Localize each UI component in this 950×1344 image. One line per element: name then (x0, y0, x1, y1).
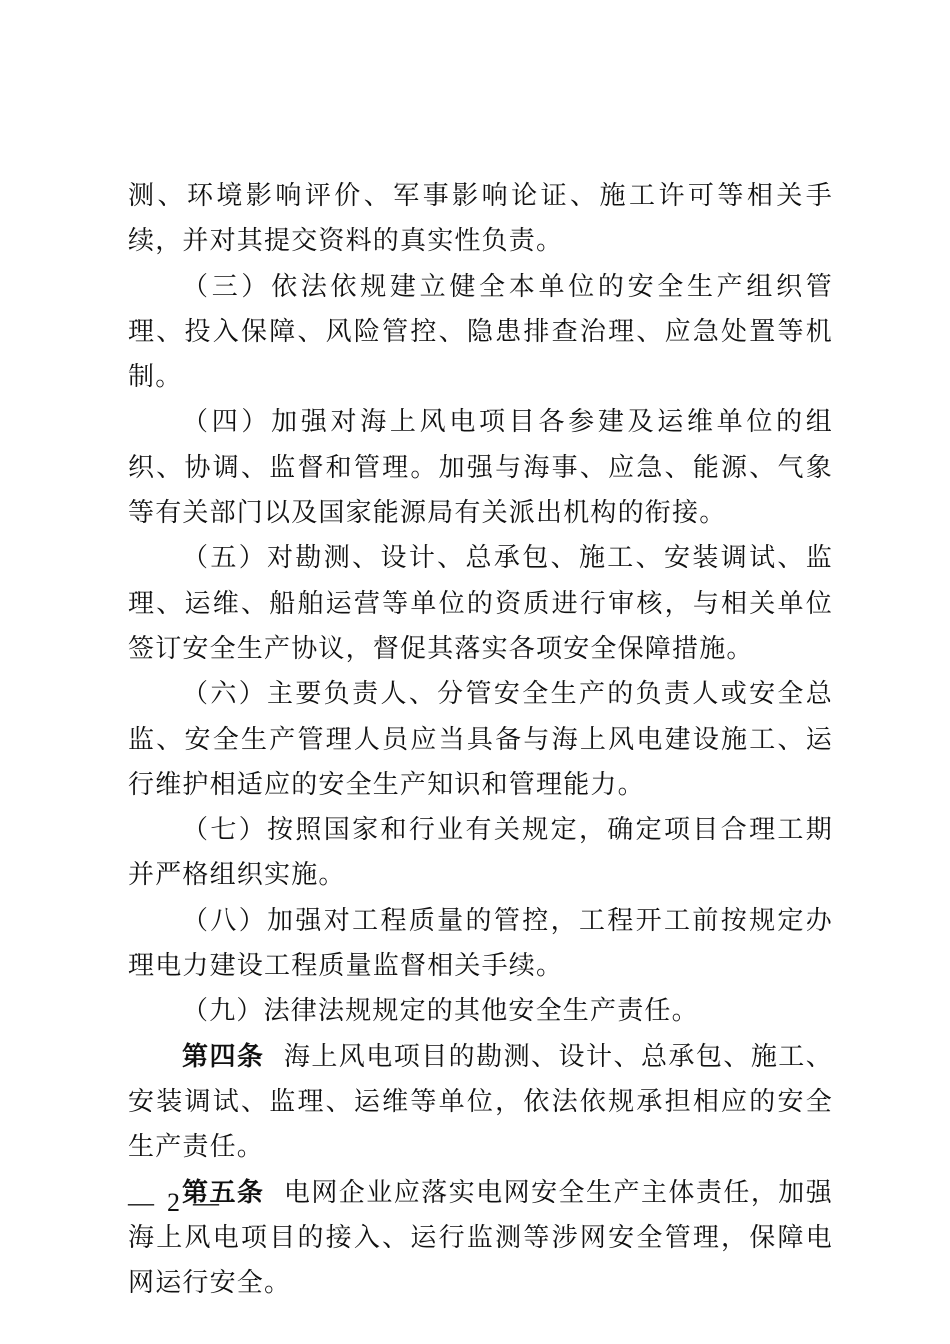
article-4-text: 海上风电项目的勘测、设计、总承包、施工、安装调试、监理、运维等单位，依法依规承担相应的安全生产责任。 (128, 1041, 833, 1163)
article-4-heading: 第四条 (182, 1041, 265, 1072)
paragraph-item-8: （八）加强对工程质量的管控，工程开工前按规定办理电力建设工程质量监督相关手续。 (128, 905, 833, 982)
paragraph-item-5: （五）对勘测、设计、总承包、施工、安装调试、监理、运维、船舶运营等单位的资质进行审核，与相关单位签订安全生产协议，督促其落实各项安全保障措施。 (128, 543, 833, 664)
article-5-text: 电网企业应落实电网安全生产主体责任，加强海上风电项目的接入、运行监测等涉网安全管理，保障电网运行安全。 (128, 1177, 833, 1299)
paragraph-item-4: （四）加强对海上风电项目各参建及运维单位的组织、协调、监督和管理。加强与海事、应急、能源、气象等有关部门以及国家能源局有关派出机构的衔接。 (128, 407, 833, 529)
paragraph-item-3: （三）依法依规建立健全本单位的安全生产组织管理、投入保障、风险管控、隐患排查治理、应急处置等机制。 (128, 271, 833, 393)
article-4 (128, 1035, 833, 1171)
document-body (128, 174, 833, 1306)
article-5 (128, 1171, 833, 1307)
paragraph-item-6: （六）主要负责人、分管安全生产的负责人或安全总监、安全生产管理人员应当具备与海上风电建设施工、运行维护相适应的安全生产知识和管理能力。 (128, 679, 833, 800)
paragraph-item-9: （九）法律法规规定的其他安全生产责任。 (182, 996, 699, 1027)
article-5-heading: 第五条 (182, 1177, 265, 1208)
page-number: — 2 — (128, 1188, 219, 1217)
paragraph-item-7: （七）按照国家和行业有关规定，确定项目合理工期并严格组织实施。 (128, 815, 833, 891)
paragraph-continuation: 测、环境影响评价、军事影响论证、施工许可等相关手续，并对其提交资料的真实性负责。 (128, 181, 833, 257)
